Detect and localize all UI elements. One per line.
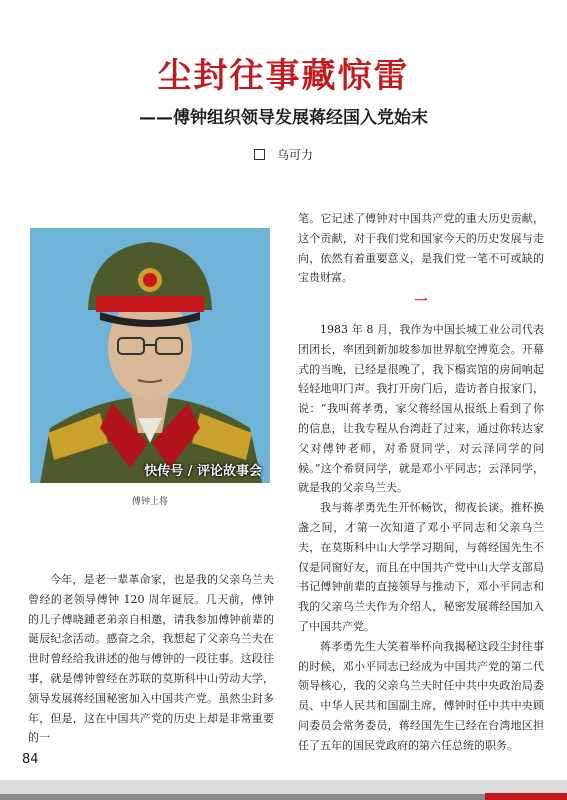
paragraph: 今年，是老一辈革命家，也是我的父亲乌兰夫曾经的老领导傅钟 120 周年诞辰。几天前，傅钟的儿子傅晓鍾老弟亲自相邀，请我参加傅钟前辈的诞辰纪念活动。感奋之余，我想起了父亲乌兰夫在世时曾经给我讲述的他与傅钟的一段往事。这段往事，就是傅钟曾经在苏联的莫斯科中山劳动大学， 领导发展蒋经国秘密加入中国共产党。虽然尘封多年，但是，这在中国共产党的历史上却是非常重要的一 <box>28 573 274 745</box>
general-portrait-illustration <box>30 228 270 483</box>
left-column <box>28 570 274 748</box>
author-name: 乌可力 <box>276 148 313 162</box>
footer-stripe <box>0 794 567 800</box>
footer-bar <box>0 780 567 800</box>
page-number: 84 <box>22 752 39 767</box>
paragraph: 1983 年 8 月，我作为中国长城工业公司代表团团长，率团到新加坡参加世界航空博览会。开幕式的当晚，已经是很晚了，我下榻宾馆的房间响起轻轻地叩门声。我打开房门后，造访者自报家门，说：“我叫蒋孝勇，家父蒋经国从报纸上看到了你的信息，让我专程从台湾赶了过来，通过你转达家父对傅钟老师，对希贤同学，对云泽同学的问候。”这个希贤同学，就是邓小平同志；云泽同学，就是我的父亲乌兰夫。 <box>298 322 544 495</box>
paragraph: 蒋孝勇先生大笑着举杯向我揭秘这段尘封往事的时候，邓小平同志已经成为中国共产党的第二代领导核心，我的父亲乌兰夫时任中共中央政治局委员、中华人民共和国副主席，傅钟时任中共中央顾问委员会常务委员，蒋经国先生已经在台湾地区担任了五年的国民党政府的第六任总统的职务。 <box>298 639 544 752</box>
article-title: 尘封往事藏惊雷 <box>157 56 410 96</box>
square-icon <box>254 149 265 160</box>
paragraph: 笔。它记述了傅钟对中国共产党的重大历史贡献，这个贡献，对于我们党和国家今天的历史发展与走向，依然有着重要意义，是我们党一笔不可或缺的宝贵财富。 <box>298 212 544 285</box>
section-number: 一 <box>414 294 428 310</box>
watermark: 快传号 / 评论故事会 <box>144 464 262 479</box>
footer-red-accent <box>485 793 567 800</box>
article-subtitle: ——傅钟组织领导发展蒋经国入党始末 <box>139 108 428 128</box>
byline <box>0 146 567 163</box>
photo-caption: 傅钟上将 <box>131 497 168 507</box>
right-column <box>298 209 544 756</box>
portrait-photo <box>30 228 270 483</box>
paragraph: 我与蒋孝勇先生开怀畅饮，彻夜长谈。推杯换盏之间，才第一次知道了邓小平同志和父亲乌兰夫，在莫斯科中山大学学习期间，与蒋经国先生不仅是同窗好友，而且在中国共产党中山大学支部局书记傅钟前辈的直接领导与推动下，邓小平同志和我的父亲乌兰夫作为介绍人，秘密发展蒋经国加入了中国共产党。 <box>298 501 544 633</box>
